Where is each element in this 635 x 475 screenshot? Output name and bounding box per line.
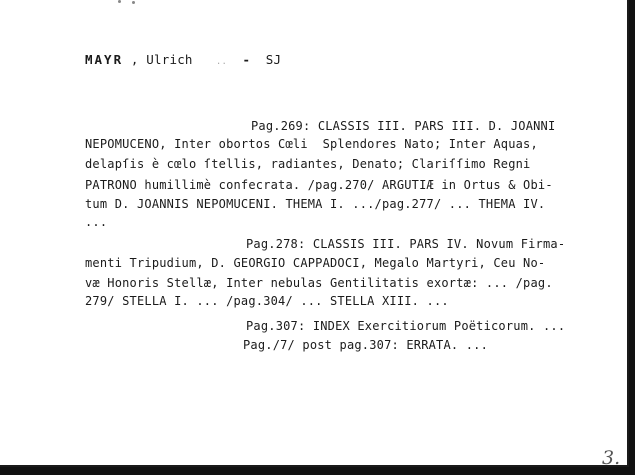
scan-speck — [132, 1, 135, 4]
p2-line-2: menti Tripudium, D. GEORGIO CAPPADOCI, Megalo Martyri, Ceu No- — [85, 256, 546, 270]
author-heading — [85, 52, 281, 67]
p1-line-5: tum D. JOANNIS NEPOMUCENI. THEMA I. .../pag.277/ ... THEMA IV. — [85, 197, 546, 211]
p3-line-1: Pag.307: INDEX Exercitiorum Poëticorum. ... — [246, 319, 566, 333]
p1-line-1: Pag.269: CLASSIS III. PARS III. D. JOANNI — [251, 119, 556, 133]
p1-line-2: NEPOMUCENO, Inter obortos Cœli Splendores Nato; Inter Aquas, — [85, 137, 538, 151]
author-order: SJ — [265, 52, 282, 67]
card-shadow-right — [629, 0, 635, 475]
author-surname: MAYR — [85, 52, 124, 67]
heading-dots: .. — [215, 57, 228, 67]
p3-line-2: Pag./7/ post pag.307: ERRATA. ... — [243, 338, 489, 352]
card-number: 3. — [602, 447, 621, 469]
p2-line-1: Pag.278: CLASSIS III. PARS IV. Novum Firma- — [246, 237, 566, 251]
p2-line-3: væ Honoris Stellæ, Inter nebulas Gentilitatis exortæ: ... /pag. — [85, 276, 553, 290]
p2-line-4: 279/ STELLA I. ... /pag.304/ ... STELLA XIII. ... — [85, 294, 449, 308]
heading-dash: - — [242, 52, 251, 67]
p1-line-6: ... — [85, 215, 108, 229]
author-forename: , Ulrich — [130, 52, 193, 67]
scan-speck — [118, 0, 121, 3]
card-shadow-bottom — [0, 467, 635, 475]
p1-line-3: delapſis è cœlo ſtellis, radiantes, Denato; Clariſſimo Regni — [85, 157, 531, 171]
p1-line-4: PATRONO humillimè confecrata. /pag.270/ ARGUTIÆ in Ortus & Obi- — [85, 178, 553, 192]
